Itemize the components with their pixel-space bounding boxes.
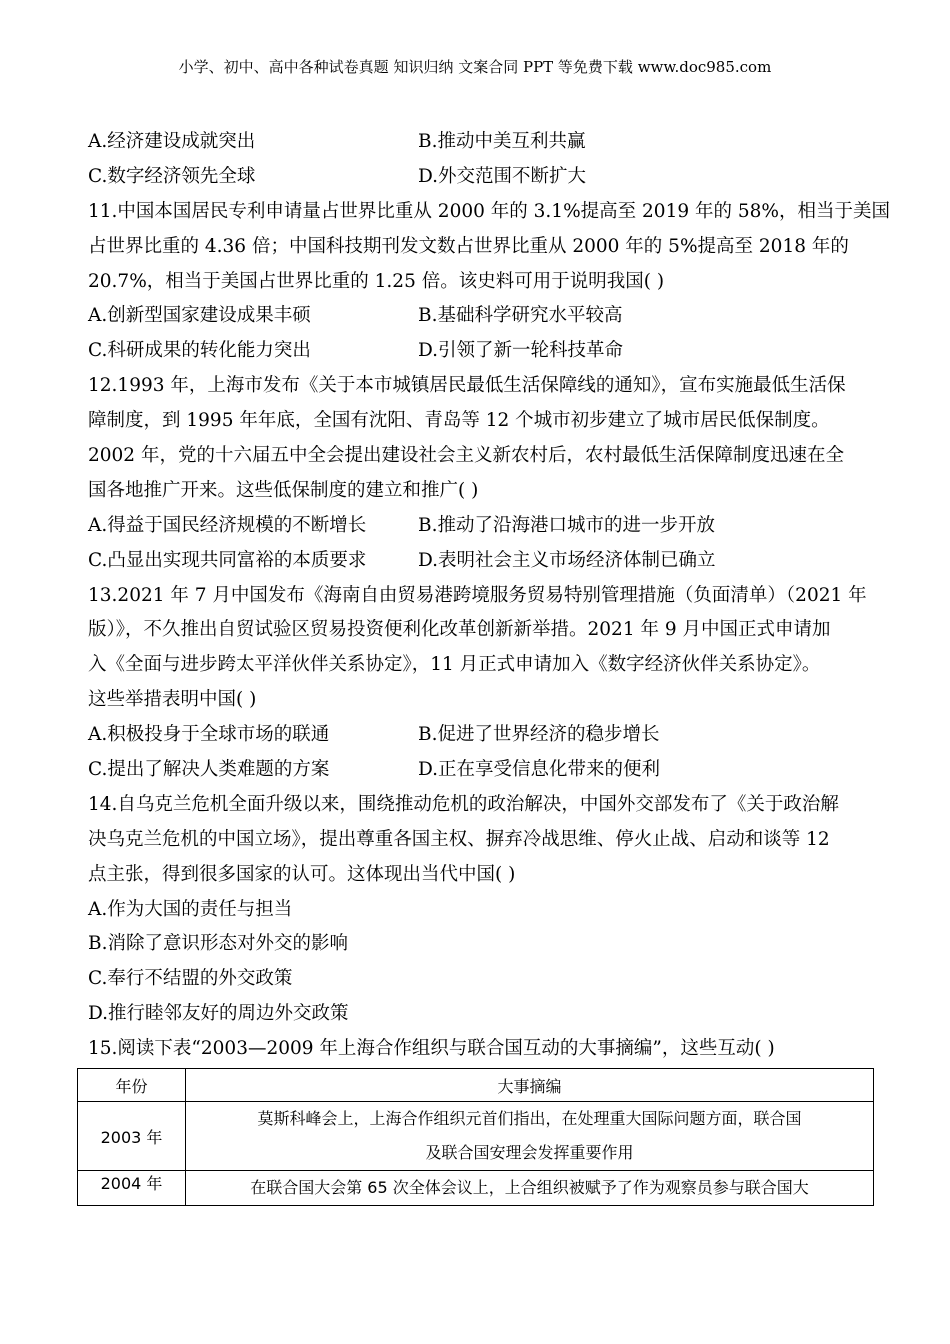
option-c: C.数字经济领先全球 (88, 165, 256, 187)
q12-stem: 2002 年，党的十六届五中全会提出建设社会主义新农村后，农村最低生活保障制度迅速在全 (88, 445, 844, 467)
option-b: B.推动了沿海港口城市的进一步开放 (418, 514, 715, 536)
option-c: C.科研成果的转化能力突出 (88, 340, 311, 362)
year-cell: 2004 年 (78, 1171, 186, 1206)
q12-stem: 国各地推广开来。这些低保制度的建立和推广( ) (88, 479, 479, 501)
event-cell (186, 1171, 874, 1206)
event-line: 在联合国大会第 65 次全体会议上，上合组织被赋予了作为观察员参与联合国大 (250, 1178, 809, 1197)
option-a: A.创新型国家建设成果丰硕 (88, 305, 311, 327)
q11-options-row-1 (88, 299, 868, 334)
option-a: A.得益于国民经济规模的不断增长 (88, 514, 367, 536)
q13-stem: 13.2021 年 7 月中国发布《海南自由贸易港跨境服务贸易特别管理措施（负面清单）（2021 年 (88, 584, 867, 606)
column-header-year: 年份 (78, 1069, 186, 1102)
option-b: B.消除了意识形态对外交的影响 (88, 933, 348, 955)
option-c: C.奉行不结盟的外交政策 (88, 968, 293, 990)
q11-stem: 占世界比重的 4.36 倍；中国科技期刊发文数占世界比重从 2000 年的 5%提高至 2018 年的 (88, 235, 849, 257)
q10-options-row-1 (88, 125, 868, 160)
option-a: A.经济建设成就突出 (88, 131, 256, 152)
option-d: D.推行睦邻友好的周边外交政策 (88, 1003, 349, 1025)
page-header-banner: 小学、初中、高中各种试卷真题 知识归纳 文案合同 PPT 等免费下载 www.doc985.com (178, 58, 772, 76)
option-c: C.凸显出实现共同富裕的本质要求 (88, 549, 367, 571)
exam-content (88, 125, 890, 1067)
q11-options-row-2 (88, 334, 868, 369)
option-b: B.推动中美互利共赢 (418, 131, 586, 152)
table-row (78, 1102, 874, 1171)
q13-options-row-2 (88, 753, 868, 788)
option-d: D.引领了新一轮科技革命 (418, 340, 624, 362)
q14-stem: 14.自乌克兰危机全面升级以来，围绕推动危机的政治解决，中国外交部发布了《关于政治解 (88, 793, 839, 815)
table-header-row (78, 1069, 874, 1102)
q13-stem: 版）》，不久推出自贸试验区贸易投资便利化改革创新新举措。2021 年 9 月中国正式申请加 (88, 619, 831, 641)
q10-options-row-2 (88, 160, 868, 195)
q15-stem: 15.阅读下表“2003—2009 年上海合作组织与联合国互动的大事摘编”，这些互动( ) (88, 1038, 775, 1060)
q12-options-row-2 (88, 544, 868, 579)
option-a: A.积极投身于全球市场的联通 (88, 724, 330, 746)
q11-stem: 11.中国本国居民专利申请量占世界比重从 2000 年的 3.1%提高至 2019 年的 58%，相当于美国 (88, 200, 890, 222)
table-row (78, 1171, 874, 1206)
q14-stem: 点主张，得到很多国家的认可。这体现出当代中国( ) (88, 863, 516, 885)
option-d: D.外交范围不断扩大 (418, 165, 587, 187)
column-header-events: 大事摘编 (186, 1069, 874, 1102)
q13-options-row-1 (88, 718, 868, 753)
event-cell (186, 1102, 874, 1171)
option-b: B.基础科学研究水平较高 (418, 305, 623, 327)
q12-stem: 12.1993 年，上海市发布《关于本市城镇居民最低生活保障线的通知》，宣布实施最低生活保 (88, 375, 846, 397)
option-a: A.作为大国的责任与担当 (88, 898, 293, 920)
q12-stem: 障制度，到 1995 年年底，全国有沈阳、青岛等 12 个城市初步建立了城市居民低保制度。 (88, 410, 830, 432)
year-cell: 2003 年 (78, 1102, 186, 1171)
q13-stem: 这些举措表明中国( ) (88, 689, 257, 711)
q13-stem: 入《全面与进步跨太平洋伙伴关系协定》，11 月正式申请加入《数字经济伙伴关系协定》。 (88, 654, 821, 676)
events-table (77, 1068, 874, 1206)
q12-options-row-1 (88, 509, 868, 544)
option-b: B.促进了世界经济的稳步增长 (418, 724, 660, 746)
q14-stem: 决乌克兰危机的中国立场》，提出尊重各国主权、摒弃冷战思维、停火止战、启动和谈等 12 (88, 828, 830, 850)
event-line: 及联合国安理会发挥重要作用 (425, 1143, 634, 1162)
option-d: D.正在享受信息化带来的便利 (418, 759, 661, 781)
event-line: 莫斯科峰会上，上海合作组织元首们指出，在处理重大国际问题方面，联合国 (257, 1109, 802, 1128)
q11-stem: 20.7%，相当于美国占世界比重的 1.25 倍。该史料可用于说明我国( ) (88, 270, 665, 292)
option-d: D.表明社会主义市场经济体制已确立 (418, 549, 716, 571)
option-c: C.提出了解决人类难题的方案 (88, 759, 330, 781)
